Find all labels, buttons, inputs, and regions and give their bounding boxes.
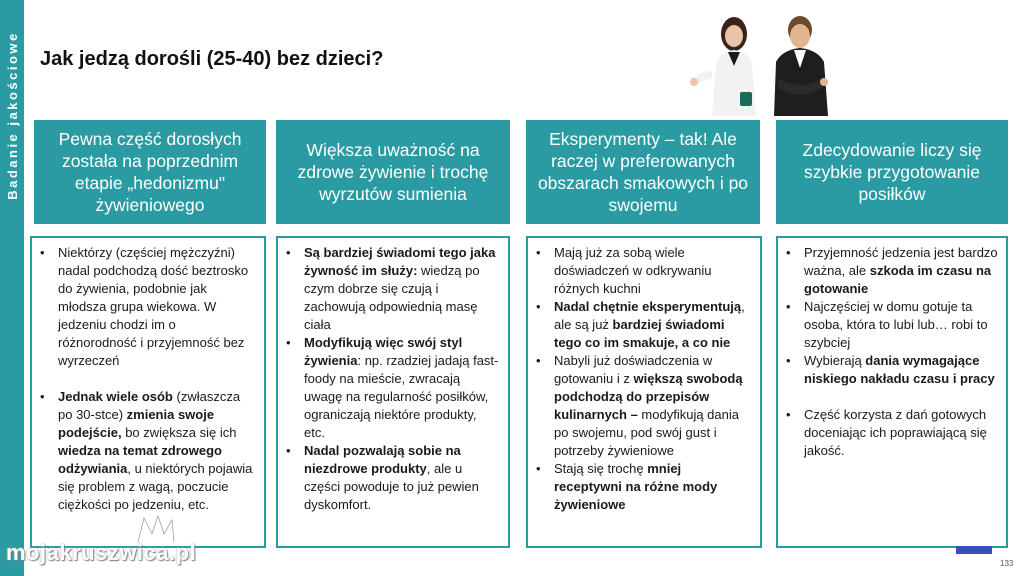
- bullet-item: [554, 298, 752, 352]
- column-body-4: [776, 236, 1008, 548]
- column-heading-4: Zdecydowanie liczy się szybkie przygotowanie posiłków: [776, 120, 1008, 224]
- bullet-text: Nadal pozwalają sobie na niezdrowe produkty: [304, 443, 461, 476]
- bullet-text: wiedza na temat zdrowego odżywiania: [58, 443, 222, 476]
- bullet-item: [304, 442, 500, 514]
- bullet-text: : np. rzadziej jadają fast-foody na mieście, zwracają uwagę na regularność posiłków, ograniczają niektóre produkty, etc.: [304, 353, 499, 440]
- bullet-item: [304, 334, 500, 442]
- people-photo: [690, 12, 850, 116]
- bullet-item: [304, 244, 500, 334]
- side-label: Badanie jakościowe: [4, 30, 20, 200]
- bullet-text: Stają się trochę: [554, 461, 648, 476]
- bullet-text: Modyfikują więc swój styl żywienia: [304, 335, 463, 368]
- bullet-text: Jednak wiele osób: [58, 389, 173, 404]
- column-body-2: [276, 236, 510, 548]
- slide-footer-mark: [956, 546, 992, 554]
- column-body-3: [526, 236, 762, 548]
- bullet-item: [804, 352, 998, 388]
- column-heading-1: Pewna część dorosłych została na poprzednim etapie „hedonizmu" żywieniowego: [34, 120, 266, 224]
- bullet-item: [58, 244, 256, 370]
- bullet-item: [804, 244, 998, 298]
- bullet-item: [804, 406, 998, 460]
- page-title: Jak jedzą dorośli (25-40) bez dzieci?: [40, 48, 384, 70]
- bullet-text: Najczęściej w domu gotuje ta osoba, która to lubi lub… robi to szybciej: [804, 299, 988, 350]
- bullet-text: Nadal chętnie eksperymentują: [554, 299, 742, 314]
- bullet-text: , ale u części powoduje to już pewien dyskomfort.: [304, 461, 479, 512]
- bullet-text: zmienia swoje podejście,: [58, 407, 215, 440]
- bullet-text: bardziej świadomi tego co im smakuje, a co nie: [554, 317, 731, 350]
- bullet-text: mniej receptywni na różne mody żywieniowe: [554, 461, 718, 512]
- bullet-text: modyfikują dania po swojemu, pod swój gust i potrzeby żywieniowe: [554, 407, 739, 458]
- bullet-text: Wybierają: [804, 353, 866, 368]
- bullet-text: (zwłaszcza po 30-stce): [58, 389, 241, 422]
- watermark: mojakruszwica.pl: [6, 540, 197, 565]
- bullet-text: Przyjemność jedzenia jest bardzo ważna, ale: [804, 245, 998, 278]
- bullet-text: Są bardziej świadomi tego jaka żywność im służy:: [304, 245, 496, 278]
- bullet-text: wiedzą po czym dobrze się czują i zachowują odpowiednią masę ciała: [304, 263, 480, 332]
- page-number: 133: [1000, 559, 1014, 568]
- bullet-item: [554, 352, 752, 460]
- bullet-item: [58, 388, 256, 514]
- bullet-text: Nabyli już doświadczenia w gotowaniu i z: [554, 353, 713, 386]
- column-body-1: [30, 236, 266, 548]
- column-heading-3: Eksperymenty – tak! Ale raczej w preferowanych obszarach smakowych i po swojemu: [526, 120, 760, 224]
- bullet-text: bo zwiększa się ich: [121, 425, 237, 440]
- bullet-item: [554, 244, 752, 298]
- bullet-item: [554, 460, 752, 514]
- bullet-text: większą swobodą podchodzą do przepisów kulinarnych –: [554, 371, 743, 422]
- bullet-text: dania wymagające niskiego nakładu czasu i pracy: [804, 353, 995, 386]
- bullet-text: , ale są już: [554, 299, 745, 332]
- bullet-text: , u niektórych pojawia się problem z wagą, poczucie ciężkości po jedzeniu, etc.: [58, 461, 253, 512]
- bullet-text: Mają już za sobą wiele doświadczeń w odkrywaniu różnych kuchni: [554, 245, 712, 296]
- column-heading-2: Większa uważność na zdrowe żywienie i trochę wyrzutów sumienia: [276, 120, 510, 224]
- bullet-text: szkoda im czasu na gotowanie: [804, 263, 992, 296]
- bullet-item: [804, 298, 998, 352]
- bullet-text: Niektórzy (częściej mężczyźni) nadal podchodzą dość beztrosko do żywienia, podobnie jak młodsza grupa wiekowa. W jedzeniu chodzi im o różnorodność i przyjemność bez wyrzeczeń: [58, 245, 249, 368]
- bullet-text: Część korzysta z dań gotowych doceniając ich poprawiającą się jakość.: [804, 407, 987, 458]
